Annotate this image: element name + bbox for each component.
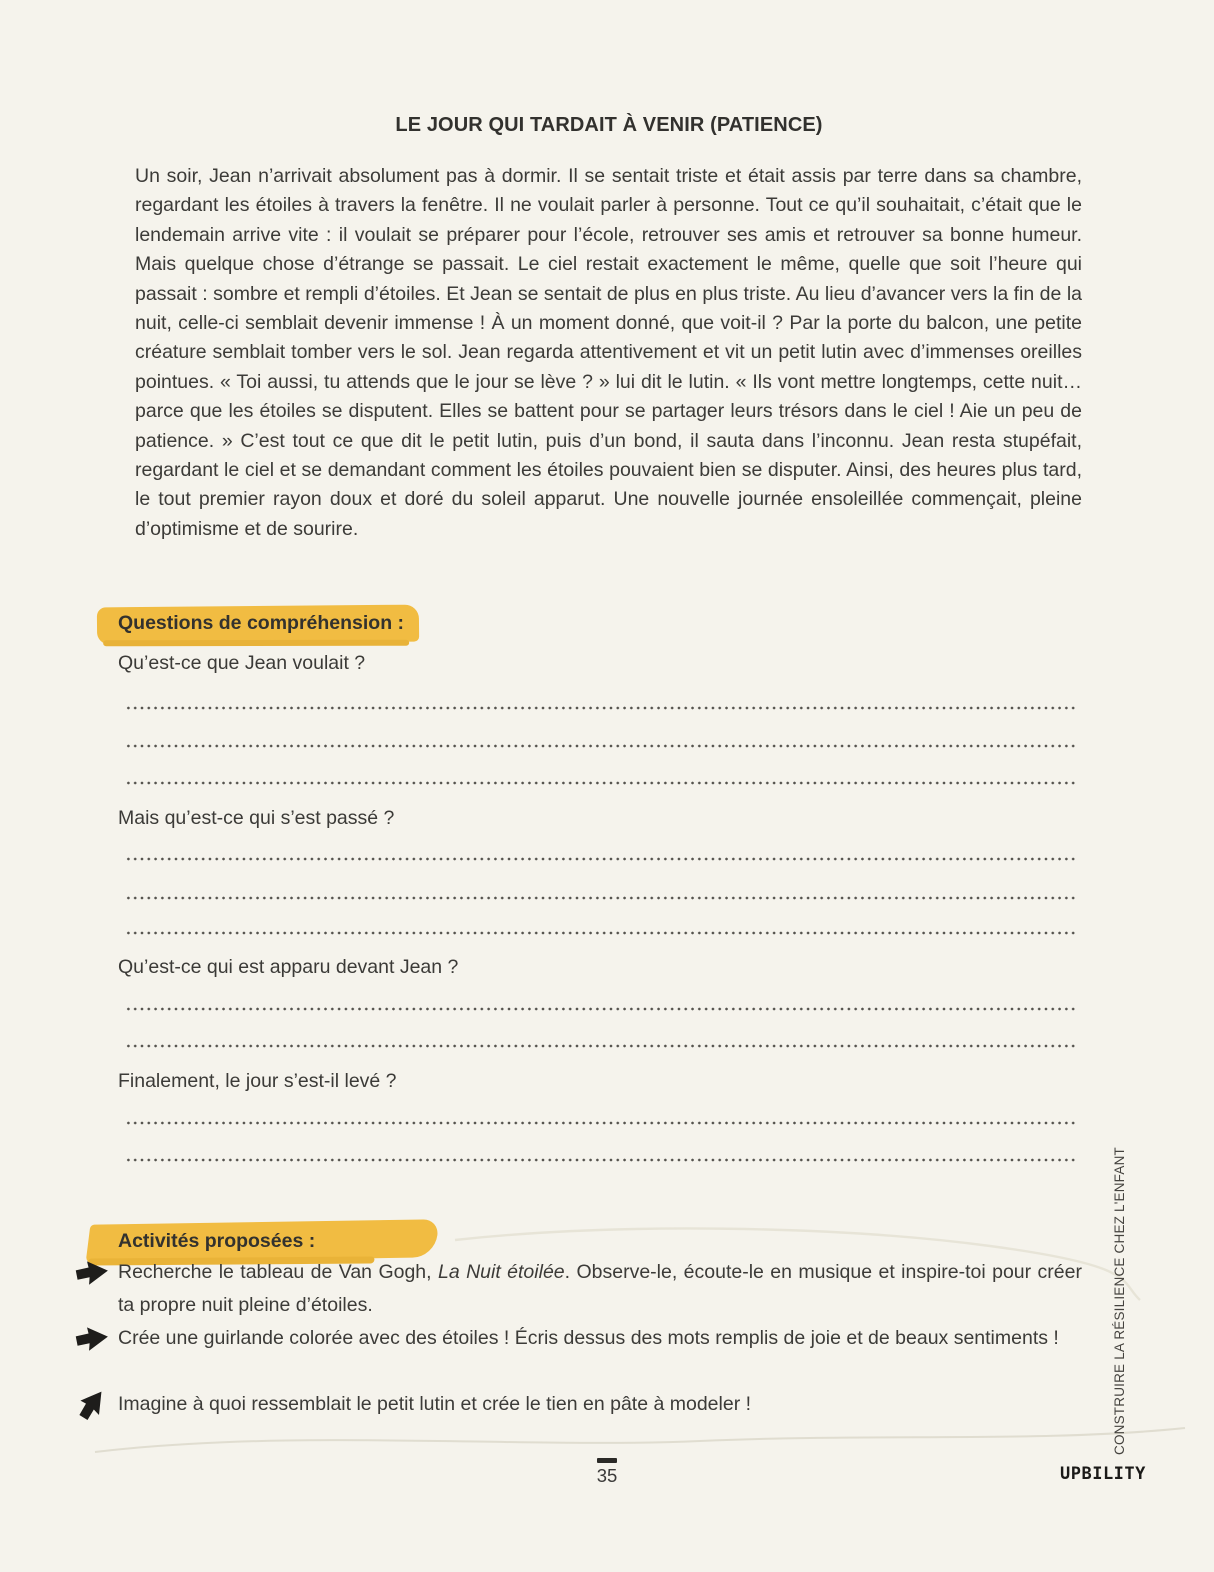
answer-line	[125, 931, 1075, 935]
story-paragraph: Un soir, Jean n’arrivait absolument pas à dormir. Il se sentait triste et était assis par terre dans sa chambre, regardant les étoiles à travers la fenêtre. Il ne voulait parler à personne. Tout ce qu’il souhaitait, c’était que le lendemain arrive vite : il voulait se préparer pour l’école, retrouver ses amis et retrouver sa bonne humeur. Mais quelque chose d’étrange se passait. Le ciel restait exactement le même, quelle que soit l’heure qui passait : sombre et rempli d’étoiles. Et Jean se sentait de plus en plus triste. Au lieu d’avancer vers la fin de la nuit, celle-ci semblait devenir immense ! À un moment donné, que voit-il ? Par la porte du balcon, une petite créature semblait tomber vers le sol. Jean regarda attentivement et vit un petit lutin avec d’immenses oreilles pointues. « Toi aussi, tu attends que le jour se lève ? » lui dit le lutin. « Ils vont mettre longtemps, cette nuit… parce que les étoiles se disputent. Elles se battent pour se partager leurs trésors dans le ciel ! Aie un peu de patience. » C’est tout ce que dit le petit lutin, puis d’un bond, il sauta dans l’inconnu. Jean resta stupéfait, regardant le ciel et se demandant comment les étoiles pouvaient bien se disputer. Ainsi, des heures plus tard, le tout premier rayon doux et doré du soleil apparut. Une nouvelle journée ensoleillée commençait, pleine d’optimisme et de sourire.	[135, 165, 1082, 540]
arrow-up-right-icon	[74, 1391, 110, 1418]
page-number: 35	[596, 1465, 618, 1486]
question-text-2: Mais qu’est-ce qui s’est passé ?	[118, 807, 395, 829]
answer-line	[125, 744, 1075, 748]
answer-line	[125, 1044, 1075, 1048]
activity-item-2	[118, 1322, 1082, 1355]
answer-line	[125, 896, 1075, 900]
answer-line	[125, 706, 1075, 710]
question-text-4: Finalement, le jour s’est-il levé ?	[118, 1070, 397, 1092]
question-text-1: Qu’est-ce que Jean voulait ?	[118, 652, 366, 674]
arrow-right-icon	[74, 1325, 110, 1352]
sidebar-vertical-text: CONSTRUIRE LA RÉSILIENCE CHEZ L'ENFANT	[1112, 1147, 1127, 1455]
answer-line	[125, 857, 1075, 861]
brand-logo: UPBILITY	[1060, 1464, 1146, 1484]
answer-line	[125, 1121, 1075, 1125]
activity-text: Crée une guirlande colorée avec des étoiles ! Écris dessus des mots remplis de joie et de beaux sentiments !	[118, 1327, 1059, 1349]
answer-line	[125, 1007, 1075, 1011]
activity-item-3	[118, 1388, 1082, 1421]
page-title: LE JOUR QUI TARDAIT À VENIR (PATIENCE)	[395, 114, 823, 136]
questions-heading: Questions de compréhension :	[118, 612, 404, 635]
page-number-dash	[597, 1458, 617, 1463]
activity-item-1	[118, 1256, 1082, 1321]
arrow-right-icon	[74, 1259, 110, 1286]
question-text-3: Qu’est-ce qui est apparu devant Jean ?	[118, 956, 459, 978]
answer-line	[125, 781, 1075, 785]
activity-text: Recherche le tableau de Van Gogh, La Nuit étoilée. Observe-le, écoute-le en musique et inspire-toi pour créer ta propre nuit pleine d’étoiles.	[118, 1261, 1082, 1316]
activities-heading: Activités proposées :	[118, 1230, 315, 1253]
answer-line	[125, 1158, 1075, 1162]
activity-text: Imagine à quoi ressemblait le petit lutin et crée le tien en pâte à modeler !	[118, 1393, 752, 1415]
